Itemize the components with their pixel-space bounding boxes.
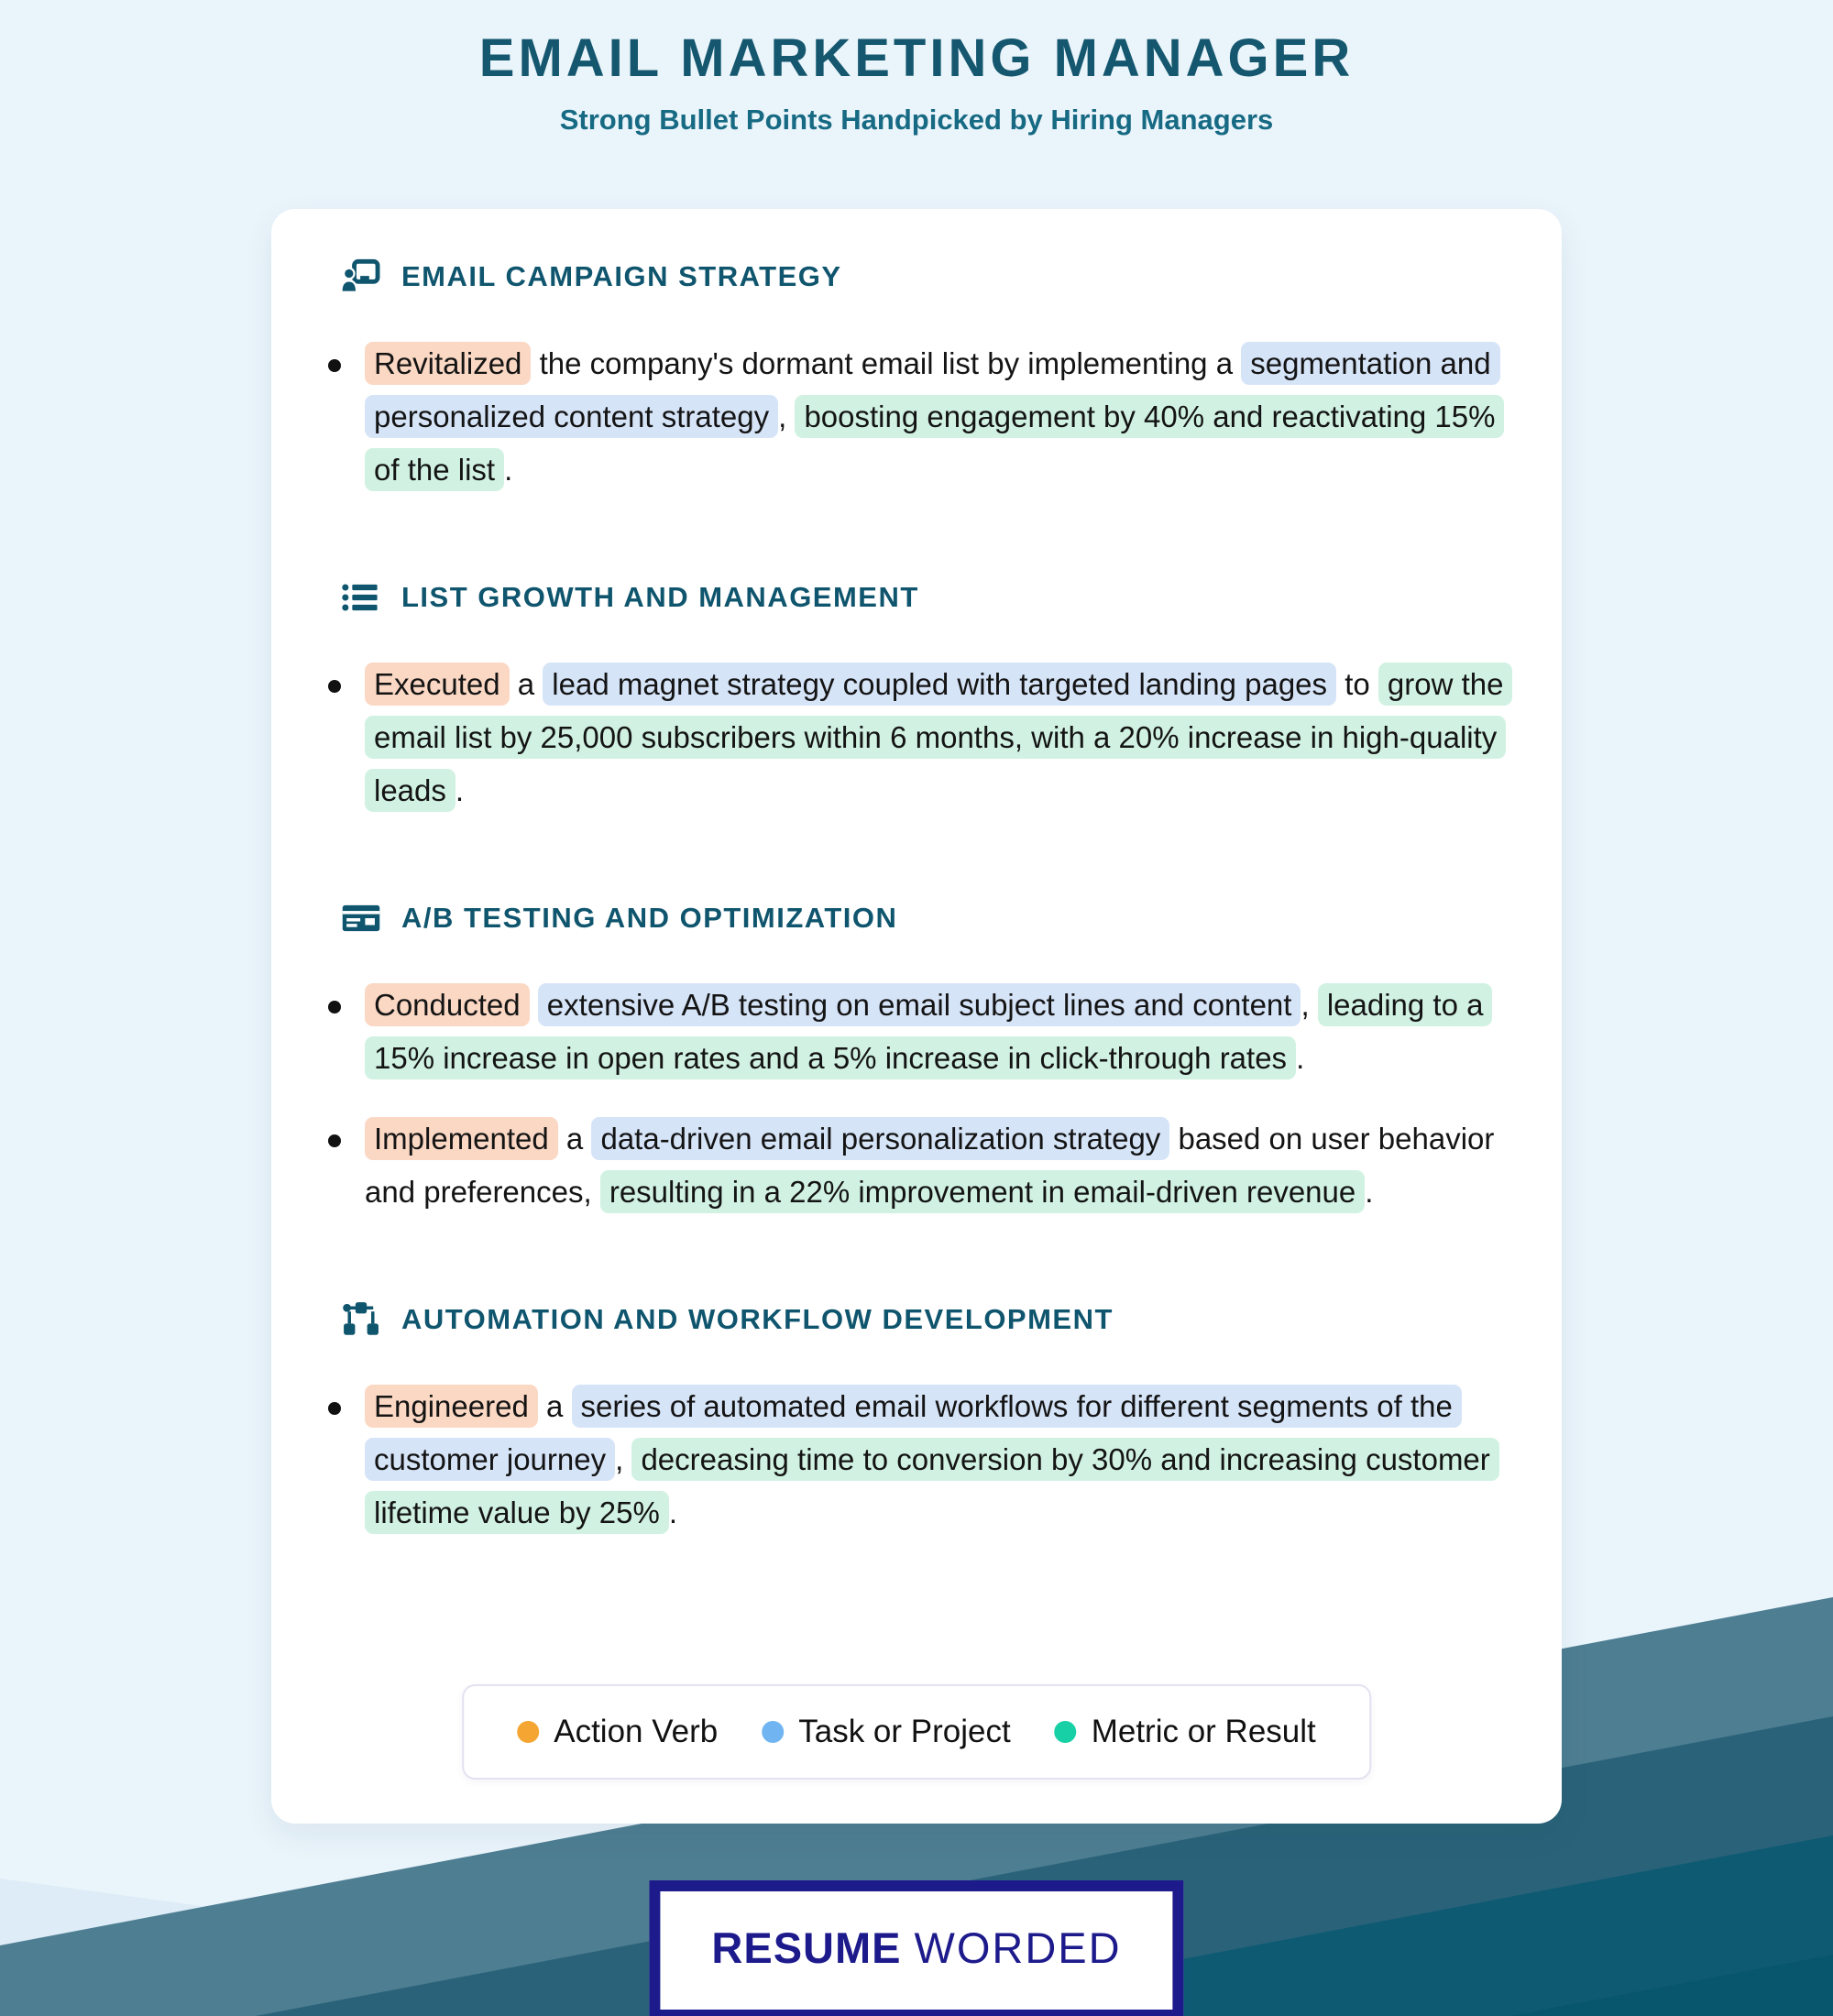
plain-text: a — [509, 667, 543, 701]
bullet-text — [365, 1112, 1505, 1219]
bullet-point — [328, 658, 1505, 817]
bullet-marker — [328, 1134, 341, 1147]
bullet-point — [328, 337, 1505, 497]
section-heading-row — [341, 1299, 1505, 1340]
section-title: AUTOMATION AND WORKFLOW DEVELOPMENT — [401, 1303, 1114, 1335]
bullet-text — [365, 337, 1505, 497]
bullet-text — [365, 658, 1505, 817]
bullet-marker — [328, 1001, 341, 1013]
highlight-metric: grow the email list by 25,000 subscribers within 6 months, with a 20% increase in high-quality leads — [365, 663, 1512, 812]
highlight-metric: decreasing time to conversion by 30% and increasing customer lifetime value by 25% — [365, 1438, 1499, 1534]
resume-worded-logo — [649, 1880, 1183, 2016]
content-card — [271, 209, 1562, 1824]
plain-text: . — [668, 1496, 677, 1529]
bullet-list — [328, 1380, 1505, 1539]
bullet-list — [328, 658, 1505, 817]
plain-text: . — [1365, 1175, 1374, 1209]
plain-text: to — [1336, 667, 1378, 701]
card-icon — [341, 898, 381, 938]
section-heading-row — [341, 898, 1505, 938]
page-header — [0, 0, 1833, 137]
legend-label: Metric or Result — [1091, 1714, 1316, 1749]
section-heading-row — [341, 257, 1505, 297]
section-title: A/B TESTING AND OPTIMIZATION — [401, 902, 898, 934]
legend-item-action-verb — [517, 1714, 718, 1750]
bullet-marker — [328, 359, 341, 372]
highlight-metric: boosting engagement by 40% and reactivating 15% of the list — [365, 395, 1504, 491]
legend-label: Task or Project — [798, 1714, 1011, 1749]
legend-dot-action-verb — [517, 1721, 539, 1743]
highlight-task: data-driven email personalization strategy — [591, 1117, 1169, 1160]
bullet-list — [328, 979, 1505, 1219]
plain-text: , — [615, 1442, 632, 1476]
list-icon — [341, 577, 381, 618]
plain-text: . — [1296, 1041, 1305, 1075]
legend-dot-metric-or-result — [1055, 1721, 1077, 1743]
highlight-metric: leading to a 15% increase in open rates and a 5% increase in click-through rates — [365, 983, 1492, 1079]
highlight-task: lead magnet strategy coupled with targeted landing pages — [543, 663, 1336, 706]
sections-container — [328, 257, 1505, 1539]
highlight-verb: Executed — [365, 663, 510, 706]
plain-text — [530, 988, 538, 1022]
legend-label: Action Verb — [554, 1714, 719, 1749]
section-title: LIST GROWTH AND MANAGEMENT — [401, 581, 919, 613]
bullet-point — [328, 1112, 1505, 1219]
highlight-task: series of automated email workflows for different segments of the customer journey — [365, 1385, 1462, 1481]
page-title: EMAIL MARKETING MANAGER — [478, 28, 1355, 88]
highlight-verb: Revitalized — [365, 342, 531, 385]
bullet-point — [328, 979, 1505, 1085]
section-heading-row — [341, 577, 1505, 618]
plain-text: a — [537, 1389, 572, 1423]
plain-text: the company's dormant email list by implementing a — [531, 346, 1242, 380]
page-subtitle: Strong Bullet Points Handpicked by Hiring Managers — [559, 104, 1274, 136]
plain-text: , — [778, 400, 796, 433]
section-title: EMAIL CAMPAIGN STRATEGY — [401, 260, 842, 292]
legend-item-metric-or-result — [1055, 1714, 1316, 1750]
bullet-point — [328, 1380, 1505, 1539]
highlight-metric: resulting in a 22% improvement in email-driven revenue — [600, 1170, 1365, 1213]
bullet-list — [328, 337, 1505, 497]
plain-text: . — [504, 453, 513, 487]
section-list-growth-and-management — [328, 577, 1505, 817]
bullet-text — [365, 1380, 1505, 1539]
plain-text: based on user behavior and preferences, — [365, 1122, 1495, 1209]
presentation-person-icon — [341, 257, 381, 297]
plain-text: a — [557, 1122, 592, 1156]
workflow-icon — [341, 1299, 381, 1340]
legend-item-task-or-project — [762, 1714, 1010, 1750]
logo-text-resume: RESUME — [711, 1923, 902, 1972]
highlight-task: segmentation and personalized content strategy — [365, 342, 1500, 438]
plain-text: , — [1301, 988, 1318, 1022]
bullet-text — [365, 979, 1505, 1085]
section-email-campaign-strategy — [328, 257, 1505, 497]
highlight-verb: Implemented — [365, 1117, 558, 1160]
legend-dot-task-or-project — [762, 1721, 784, 1743]
highlight-legend — [462, 1684, 1371, 1780]
section-automation-and-workflow-development — [328, 1299, 1505, 1539]
bullet-marker — [328, 1402, 341, 1415]
highlight-verb: Conducted — [365, 983, 530, 1026]
plain-text: . — [455, 773, 465, 807]
section-ab-testing-and-optimization — [328, 898, 1505, 1219]
bullet-marker — [328, 680, 341, 693]
highlight-verb: Engineered — [365, 1385, 538, 1428]
highlight-task: extensive A/B testing on email subject lines and content — [538, 983, 1301, 1026]
logo-text-worded: WORDED — [914, 1923, 1122, 1972]
